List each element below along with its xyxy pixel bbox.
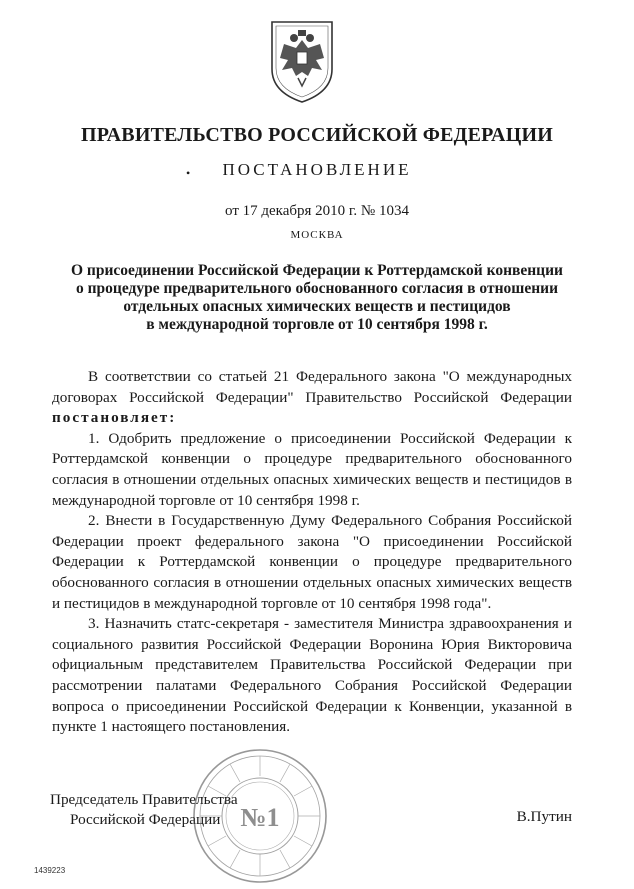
- intro-text: В соответствии со статьей 21 Федерального закона "О международных договорах Российской Федерации" Правительство Российской Федерации: [52, 368, 572, 406]
- document-type: ПОСТАНОВЛЕНИЕ: [222, 160, 412, 179]
- item-1-paragraph: 1. Одобрить предложение о присоединении Российской Федерации к Роттердамской конвенции о процедуре предварительного обоснованного согласия в отношении отдельных опасных химических веществ и пестицидов в международной торговле от 10 сентября 1998 г.: [52, 429, 572, 509]
- signatory-role-line1: Председатель Правительства: [50, 791, 238, 808]
- document-city: МОСКВА: [290, 229, 344, 241]
- item-3-paragraph: 3. Назначить статс-секретаря - заместителя Министра здравоохранения и социального развития Российской Федерации Воронина Юрия Викторовича официальным представителем Правительства Российской Федерации при рассмотрении палатами Федерального Собрания Российской Федерации вопроса о присоединении Российской Федерации к Конвенции, указанной в пункте 1 настоящего постановления.: [52, 615, 572, 736]
- document-date-number: от 17 декабря 2010 г. № 1034: [225, 203, 409, 219]
- signatory-name: В.Путин: [516, 808, 572, 825]
- document-code: 1439223: [34, 866, 66, 875]
- title-line: О присоединении Российской Федерации к Роттердамской конвенции: [71, 262, 563, 279]
- intro-paragraph: [52, 367, 572, 429]
- item-2-paragraph: 2. Внести в Государственную Думу Федерального Собрания Российской Федерации проект федерального закона "О присоединении Российской Федерации к Роттердамской конвенции о процедуре предварительного обоснованного согласия в отношении отдельных опасных химических веществ и пестицидов в международной торговле от 10 сентября 1998 года".: [52, 512, 572, 612]
- title-line: в международной торговле от 10 сентября 1998 г.: [146, 316, 488, 333]
- document-body: [52, 367, 572, 738]
- signatory-role-line2: Российской Федерации: [70, 811, 221, 828]
- coat-of-arms-icon: [262, 14, 342, 104]
- organization-name: ПРАВИТЕЛЬСТВО РОССИЙСКОЙ ФЕДЕРАЦИИ: [81, 124, 553, 146]
- document-title: [40, 262, 594, 334]
- title-line: о процедуре предварительного обоснованного согласия в отношении: [75, 280, 559, 297]
- official-seal-icon: [190, 746, 330, 886]
- title-line: отдельных опасных химических веществ и пестицидов: [123, 298, 511, 315]
- bullet-mark: •: [186, 166, 191, 180]
- decree-word: постановляет:: [52, 409, 177, 427]
- seal-number: №1: [240, 803, 280, 832]
